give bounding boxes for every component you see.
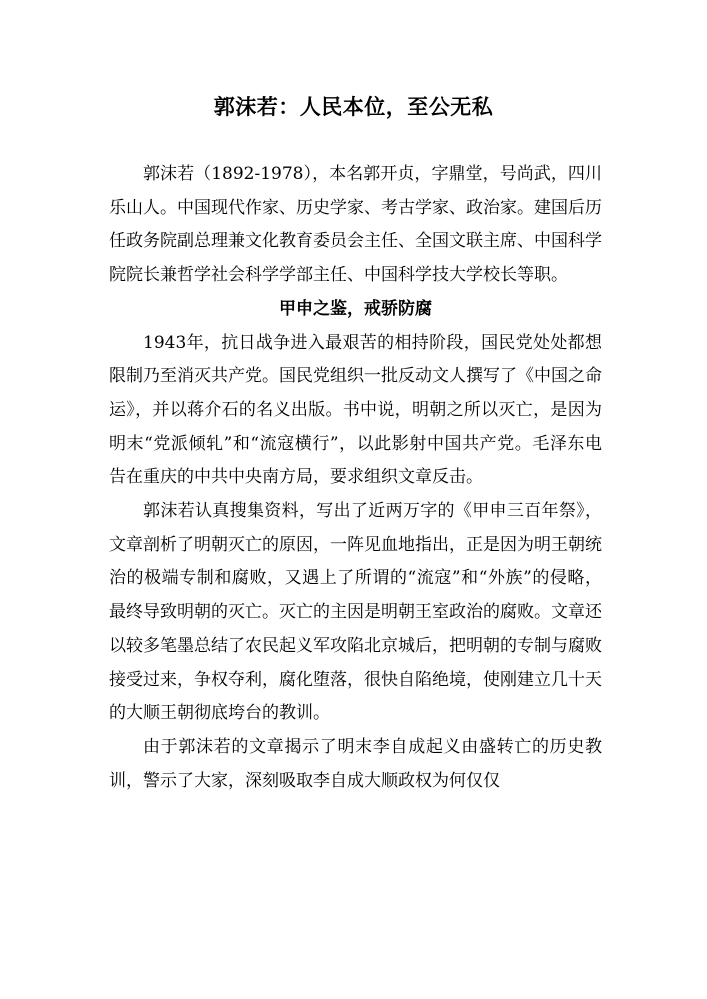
page-title: 郭沫若：人民本位，至公无私 (213, 94, 494, 119)
body-paragraph: 1943年，抗日战争进入最艰苦的相持阶段，国民党处处都想限制乃至消灭共产党。国民党组织一批反动文人撰写了《中国之命运》，并以蒋介石的名义出版。书中说，明朝之所以灭亡，是因为明末“党派倾轧”和“流寇横行”，以此影射中国共产党。毛泽东电告在重庆的中共中央南方局，要求组织文章反击。 (109, 332, 602, 488)
article-body (109, 158, 602, 798)
body-paragraph: 郭沫若认真搜集资料，写出了近两万字的《甲申三百年祭》，文章剖析了明朝灭亡的原因，一阵见血地指出，正是因为明王朝统治的极端专制和腐败，又遇上了所谓的“流寇”和“外族”的侵略，最终导致明朝的灭亡。灭亡的主因是明朝王室政治的腐败。文章还以较多笔墨总结了农民起义军攻陷北京城后，把明朝的专制与腐败接受过来，争权夺利，腐化堕落，很快自陷绝境，使刚建立几十天的大顺王朝彻底垮台的教训。 (109, 501, 602, 724)
intro-paragraph: 郭沫若（1892-1978），本名郭开贞，字鼎堂，号尚武，四川乐山人。中国现代作家、历史学家、考古学家、政治家。建国后历任政务院副总理兼文化教育委员会主任、全国文联主席、中国科学院院长兼哲学社会科学学部主任、中国科学技大学校长等职。 (109, 164, 602, 286)
body-paragraph: 由于郭沫若的文章揭示了明末李自成起义由盛转亡的历史教训，警示了大家，深刻吸取李自成大顺政权为何仅仅 (109, 736, 602, 791)
section-heading: 甲申之鉴，戒骄防腐 (279, 298, 432, 319)
